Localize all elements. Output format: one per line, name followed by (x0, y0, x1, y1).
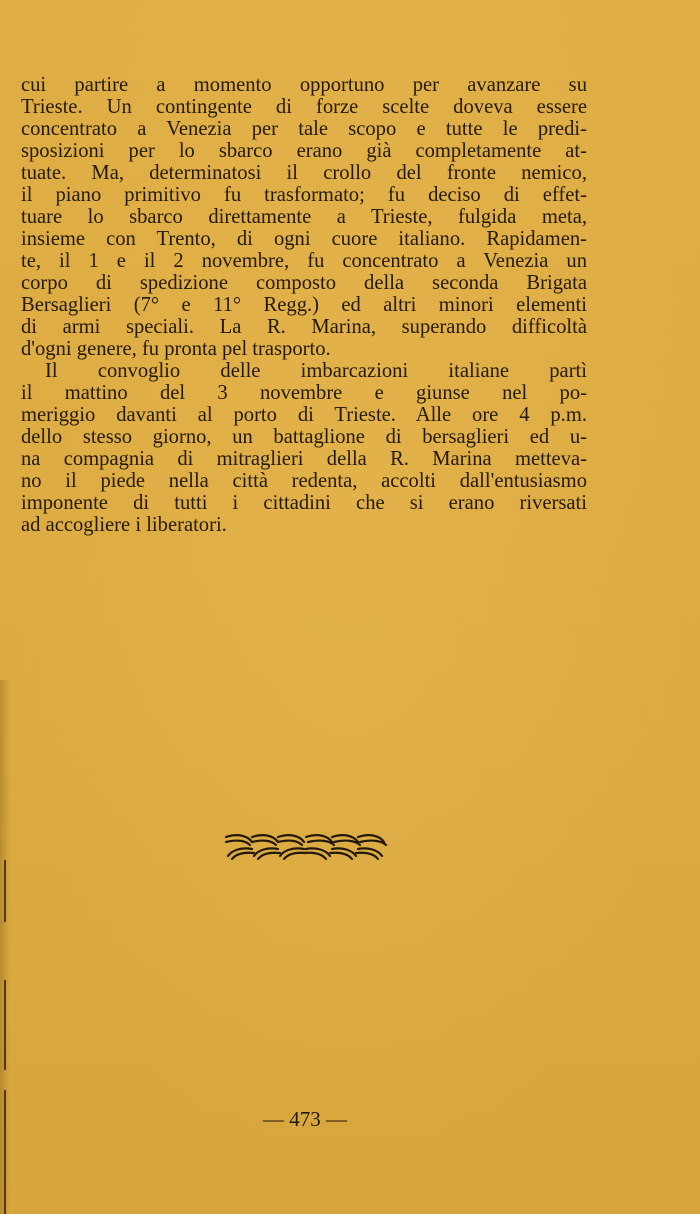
binding-mark (4, 980, 6, 1070)
text-line: meriggio davanti al porto di Trieste. Alle ore 4 p.m. (21, 404, 587, 426)
text-line: te, il 1 e il 2 novembre, fu concentrato a Venezia un (21, 250, 587, 272)
text-line: il mattino del 3 novembre e giunse nel po- (21, 382, 587, 404)
text-line: tuate. Ma, determinatosi il crollo del fronte nemico, (21, 162, 587, 184)
text-line: no il piede nella città redenta, accolti dall'entusiasmo (21, 470, 587, 492)
text-line: imponente di tutti i cittadini che si erano riversati (21, 492, 587, 514)
text-line: il piano primitivo fu trasformato; fu deciso di effet- (21, 184, 587, 206)
binding-mark (4, 1090, 6, 1214)
text-line: cui partire a momento opportuno per avanzare su (21, 74, 587, 96)
text-line: di armi speciali. La R. Marina, superando difficoltà (21, 316, 587, 338)
text-line: na compagnia di mitraglieri della R. Marina metteva- (21, 448, 587, 470)
text-line: tuare lo sbarco direttamente a Trieste, fulgida meta, (21, 206, 587, 228)
text-line: Trieste. Un contingente di forze scelte doveva essere (21, 96, 587, 118)
text-line: ad accogliere i liberatori. (21, 514, 227, 536)
decorative-ornament-icon (222, 832, 388, 860)
text-line: corpo di spedizione composto della seconda Brigata (21, 272, 587, 294)
text-line: d'ogni genere, fu pronta pel trasporto. (21, 338, 331, 360)
text-line: Bersaglieri (7° e 11° Regg.) ed altri minori elementi (21, 294, 587, 316)
text-line: Il convoglio delle imbarcazioni italiane partì (45, 360, 587, 382)
text-line: insieme con Trento, di ogni cuore italiano. Rapidamen- (21, 228, 587, 250)
binding-edge (0, 680, 10, 1214)
binding-mark (4, 860, 6, 922)
text-line: sposizioni per lo sbarco erano già completamente at- (21, 140, 587, 162)
body-text (21, 74, 587, 536)
text-line: concentrato a Venezia per tale scopo e tutte le predi- (21, 118, 587, 140)
text-line: dello stesso giorno, un battaglione di bersaglieri ed u- (21, 426, 587, 448)
page-number: — 473 — (263, 1107, 347, 1131)
